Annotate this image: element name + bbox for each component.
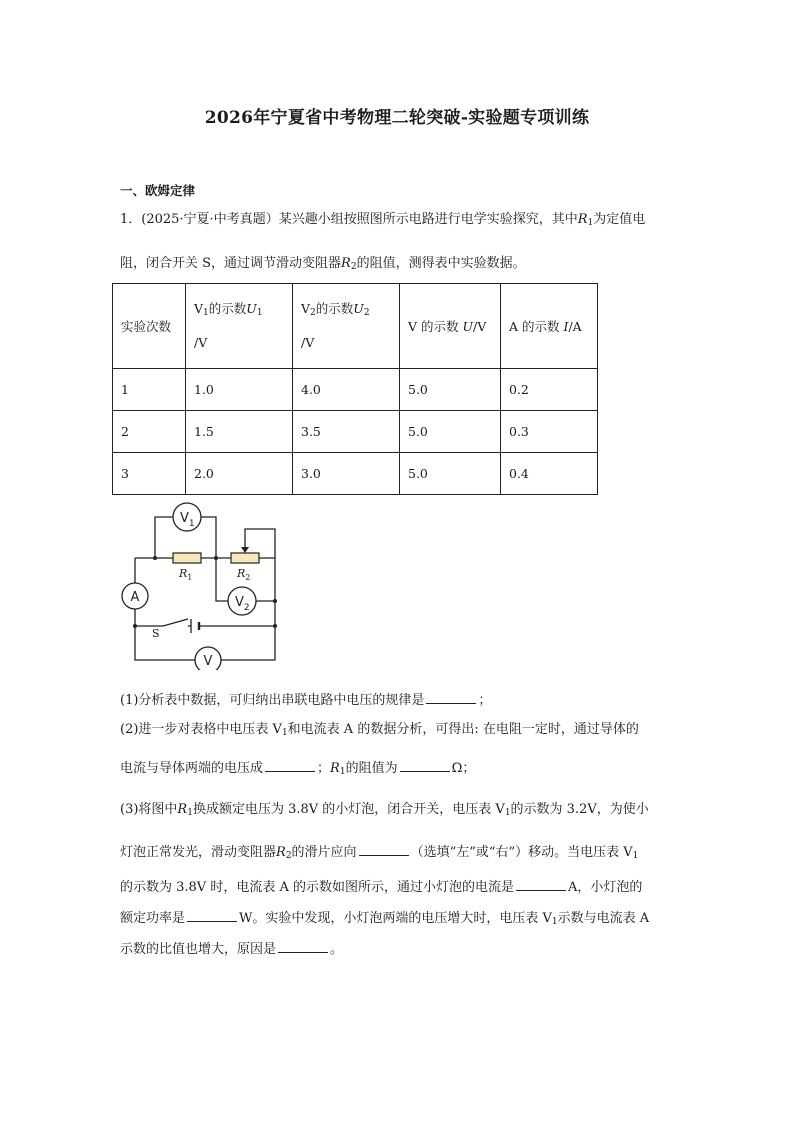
table-header-row xyxy=(113,284,598,369)
subquestion-2-line1: (2)进一步对表格中电压表 $V_1$和电流表 A 的数据分析，可得出: 在电阻一定时，通过导体的 xyxy=(120,722,639,738)
answer-blank[interactable] xyxy=(187,909,237,922)
rheostat-r2 xyxy=(231,553,259,563)
table-row xyxy=(113,453,598,495)
answer-blank[interactable] xyxy=(359,843,409,856)
table-cell: 3.5 xyxy=(293,411,400,453)
subquestion-3-line2: 灯泡正常发光，滑动变阻器$R_2$的滑片应向 （选填“左”或“右”）移动。当电压表 $V_1$ xyxy=(120,845,639,861)
battery-icon xyxy=(191,619,199,633)
switch-icon xyxy=(163,619,188,626)
svg-text:A: A xyxy=(130,590,140,605)
subquestion-3-line5: 示数的比值也增大，原因是 。 xyxy=(120,942,344,957)
ammeter-a xyxy=(122,583,148,609)
answer-blank[interactable] xyxy=(516,878,566,891)
table-cell: 3 xyxy=(113,453,186,495)
resistor-r1 xyxy=(173,553,201,563)
table-cell: 4.0 xyxy=(293,369,400,411)
subquestion-1: (1)分析表中数据，可归纳出串联电路中电压的规律是 ； xyxy=(120,693,492,708)
svg-text:V2: $V_2$ xyxy=(235,595,250,613)
table-cell: 0.2 xyxy=(501,369,598,411)
subquestion-3-line1: (3)将图中$R_1$换成额定电压为 3.8V 的小灯泡，闭合开关，电压表 $V_1$的示数为 3.2V，为使小 xyxy=(120,802,649,818)
subquestion-2-line2: 电流与导体两端的电压成 ；$R_1$的阻值为 Ω； xyxy=(120,761,476,777)
voltmeter-v1 xyxy=(173,503,201,531)
voltmeter-v2 xyxy=(228,587,256,615)
circuit-diagram xyxy=(115,500,285,670)
data-table xyxy=(112,283,598,495)
header-v2: $V_2$的示数$U_2$ /V xyxy=(293,284,400,369)
junction-dots xyxy=(130,556,277,628)
answer-blank[interactable] xyxy=(400,759,450,772)
voltmeter-v xyxy=(195,647,221,670)
table-cell: 3.0 xyxy=(293,453,400,495)
header-a: A 的示数 I/A xyxy=(501,284,598,369)
answer-blank[interactable] xyxy=(426,691,476,704)
table-cell: 1.5 xyxy=(186,411,293,453)
question-intro-line1: 1．(2025·宁夏·中考真题）某兴趣小组按照图所示电路进行电学实验探究，其中$R_1$为定值电 xyxy=(120,212,646,228)
header-v: V 的示数 U/V xyxy=(400,284,501,369)
question-intro-line2: 阻，闭合开关 S，通过调节滑动变阻器$R_2$的阻值，测得表中实验数据。 xyxy=(120,256,526,272)
switch-label: S xyxy=(152,627,160,640)
table-cell: 5.0 xyxy=(400,411,501,453)
svg-text:V: V xyxy=(203,654,213,669)
table-cell: 5.0 xyxy=(400,369,501,411)
page-title: 2026年宁夏省中考物理二轮突破-实验题专项训练 xyxy=(204,108,590,128)
slider-arrow-icon xyxy=(241,547,249,553)
table-cell: 5.0 xyxy=(400,453,501,495)
table-cell: 0.3 xyxy=(501,411,598,453)
answer-blank[interactable] xyxy=(278,940,328,953)
table-cell: 1.0 xyxy=(186,369,293,411)
table-row xyxy=(113,369,598,411)
svg-text:V1: $V_1$ xyxy=(180,511,195,529)
answer-blank[interactable] xyxy=(265,759,315,772)
section-heading: 一、欧姆定律 xyxy=(120,183,196,198)
table-cell: 2.0 xyxy=(186,453,293,495)
header-v1: $V_1$的示数$U_1$ /V xyxy=(186,284,293,369)
table-cell: 2 xyxy=(113,411,186,453)
table-cell: 0.4 xyxy=(501,453,598,495)
r2-label: $R_2$ xyxy=(237,567,251,582)
subquestion-3-line4: 额定功率是 W。实验中发现，小灯泡两端的电压增大时，电压表 $V_1$示数与电流表 A xyxy=(120,911,650,927)
subquestion-3-line3: 的示数为 3.8V 时，电流表 A 的示数如图所示，通过小灯泡的电流是 A，小灯泡的 xyxy=(120,880,643,895)
r1-label: $R_1$ xyxy=(179,567,193,582)
table-row xyxy=(113,411,598,453)
header-trial: 实验次数 xyxy=(113,284,186,369)
table-cell: 1 xyxy=(113,369,186,411)
